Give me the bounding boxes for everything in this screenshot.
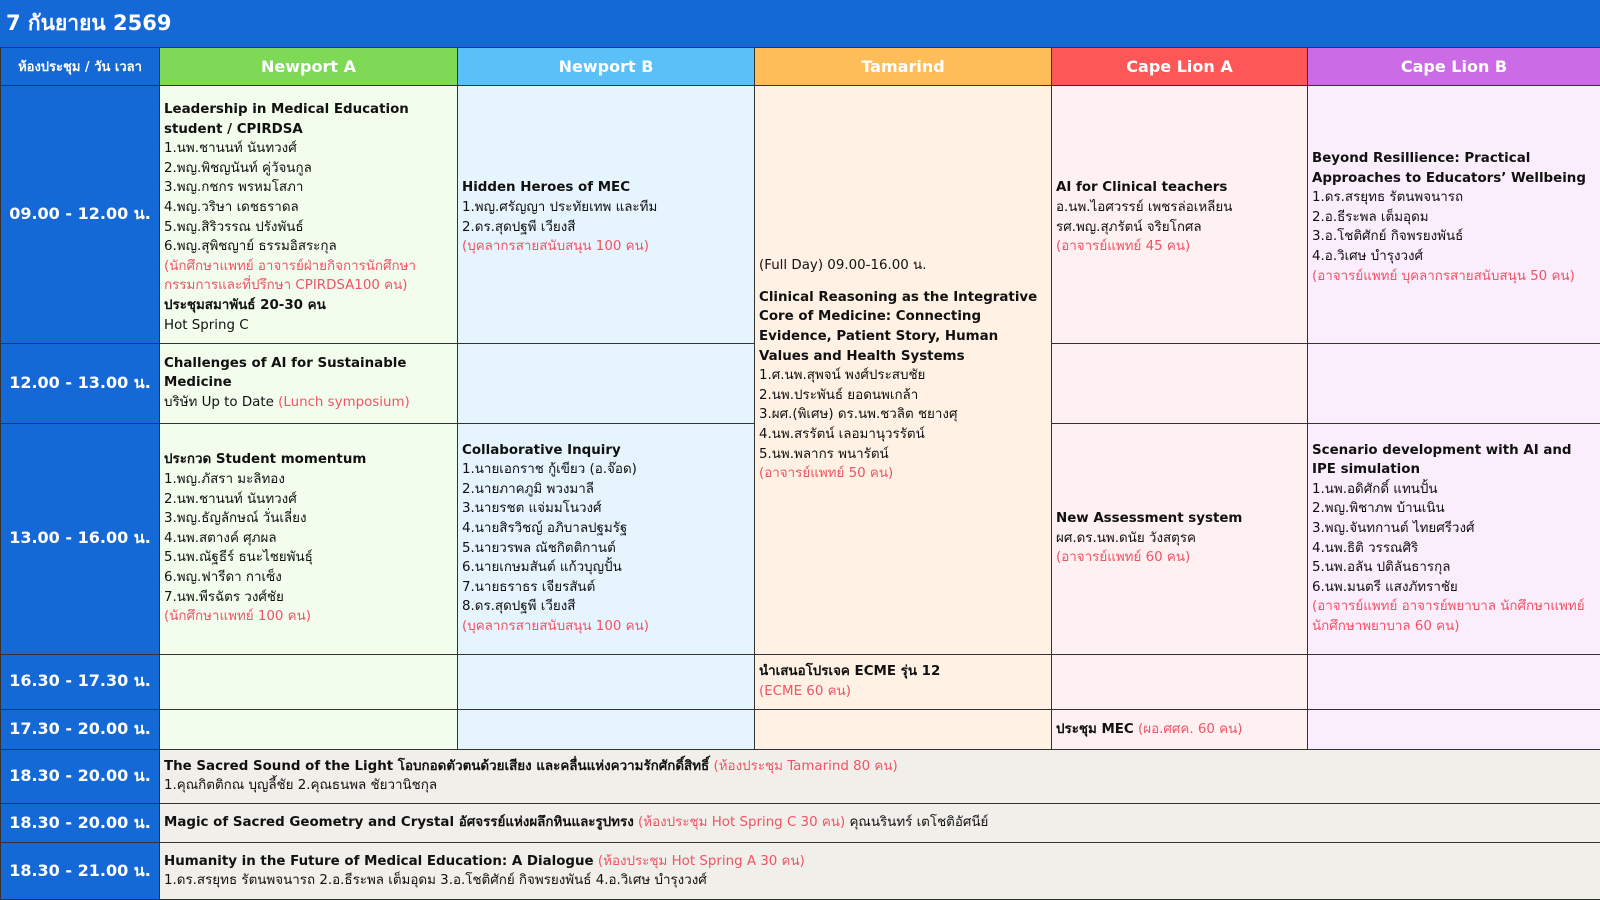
- schedule-row: [1, 710, 1600, 749]
- header-time-column: ห้องประชุม / วัน เวลา: [1, 48, 160, 86]
- speaker: 2.พญ.พิชาภพ บ้านเนิน: [1312, 501, 1445, 517]
- audience-note: (อาจารย์แพทย์ บุคลากรสายสนับสนุน 50 คน): [1312, 268, 1575, 284]
- empty-cell: [458, 343, 755, 423]
- schedule-row: [1, 804, 1600, 843]
- speaker: 1.นายเอกราช กู้เขียว (อ.จ๊อด): [462, 462, 637, 478]
- speaker: 4.นพ.สรรัตน์ เลอมานุวรรัตน์: [759, 426, 925, 442]
- session-title: นำเสนอโปรเจค ECME รุ่น 12: [759, 664, 941, 680]
- extra-session-title: ประชุมสมาพันธ์ 20-30 คน: [164, 297, 326, 313]
- session-title: Humanity in the Future of Medical Education: A Dialogue: [164, 853, 594, 869]
- empty-cell: [1052, 654, 1308, 710]
- audience-note: (อาจารย์แพทย์ 50 คน): [759, 466, 894, 482]
- evening-session-heading: [164, 852, 1596, 872]
- speaker: 6.นายเกษมสันต์ แก้วบุญปั้น: [462, 560, 622, 576]
- spacer: [759, 276, 1047, 288]
- audience-note: (Lunch symposium): [278, 394, 410, 410]
- session-title: ประชุม MEC: [1056, 721, 1134, 737]
- session-time-note: (Full Day) 09.00-16.00 น.: [759, 258, 927, 274]
- schedule-row: [1, 86, 1600, 343]
- session-cell: [1052, 423, 1308, 654]
- header-cape-lion-b: Cape Lion B: [1308, 48, 1600, 86]
- speaker: 6.พญ.ฟารีดา กาเซ็ง: [164, 569, 282, 585]
- audience-note: (อาจารย์แพทย์ อาจารย์พยาบาล นักศึกษาแพทย์ นักศึกษาพยาบาล 60 คน): [1312, 599, 1585, 634]
- speakers: 1.ดร.สรยุทธ รัตนพจนารถ 2.อ.ธีระพล เต็มอุดม 3.อ.โชติศักย์ กิจพรยงพันธ์ 4.อ.วิเศษ บำรุงวงศ์: [164, 873, 707, 889]
- speaker: 1.ดร.สรยุทธ รัตนพจนารถ: [1312, 190, 1464, 206]
- audience-note: (ECME 60 คน): [759, 683, 851, 699]
- session-cell: [1052, 86, 1308, 343]
- speaker: 8.ดร.สุดปฐพี เวียงสี: [462, 599, 576, 615]
- speaker: 3.พญ.จันทกานต์ ไทยศรีวงศ์: [1312, 520, 1475, 536]
- evening-session-cell: [160, 804, 1600, 843]
- speaker: รศ.พญ.สุภรัตน์ จริยโกศล: [1056, 219, 1202, 235]
- speaker: 1.ศ.นพ.สุพจน์ พงศ์ประสบชัย: [759, 368, 926, 384]
- session-cell: [458, 423, 755, 654]
- time-slot: 13.00 - 16.00 น.: [1, 423, 160, 654]
- speaker: 2.นพ.ชานนท์ นันทวงศ์: [164, 491, 297, 507]
- speaker: 4.พญ.วริษา เดชธราดล: [164, 199, 299, 215]
- session-location: (ห้องประชุม Tamarind 80 คน): [713, 758, 898, 774]
- time-slot: 18.30 - 21.00 น.: [1, 843, 160, 900]
- header-row: [1, 48, 1600, 86]
- session-cell: [160, 343, 458, 423]
- session-cell: [755, 654, 1052, 710]
- empty-cell: [458, 654, 755, 710]
- audience-note: (บุคลากรสายสนับสนุน 100 คน): [462, 618, 649, 634]
- session-detail: [164, 393, 453, 413]
- session-title: Magic of Sacred Geometry and Crystal อัศจรรย์แห่งผลึกหินและรูปทรง: [164, 815, 634, 831]
- audience-note: (บุคลากรสายสนับสนุน 100 คน): [462, 239, 649, 255]
- session-cell: [1308, 423, 1600, 654]
- session-cell: [160, 423, 458, 654]
- page-title: 7 กันยายน 2569: [0, 0, 1600, 47]
- session-cell-full-day: [755, 86, 1052, 654]
- empty-cell: [160, 654, 458, 710]
- session-title: The Sacred Sound of the Light โอบกอดตัวตนด้วยเสียง และคลื่นแห่งความรักศักดิ์สิทธิ์: [164, 758, 710, 774]
- speaker: 3.พญ.กชกร พรหมโสภา: [164, 180, 304, 196]
- session-title: Scenario development with AI and IPE simulation: [1312, 442, 1572, 478]
- speaker: 2.นายภาคภูมิ พวงมาลี: [462, 481, 594, 497]
- empty-cell: [160, 710, 458, 749]
- time-slot: 09.00 - 12.00 น.: [1, 86, 160, 343]
- header-tamarind: Tamarind: [755, 48, 1052, 86]
- speaker: 6.พญ.สุพิชญาย์ ธรรมอิสระกุล: [164, 239, 337, 255]
- empty-cell: [1052, 343, 1308, 423]
- speaker: 6.นพ.มนตรี แสงภัทราชัย: [1312, 579, 1458, 595]
- speaker: 2.นพ.ประพันธ์ ยอดนพเกล้า: [759, 387, 919, 403]
- speaker: 1.นพ.ชานนท์ นันทวงศ์: [164, 141, 297, 157]
- schedule-row: [1, 654, 1600, 710]
- evening-session-cell: [160, 749, 1600, 804]
- speaker: 3.อ.โชติศักย์ กิจพรยงพันธ์: [1312, 229, 1464, 245]
- schedule-row: [1, 749, 1600, 804]
- session-title: Leadership in Medical Education student / CPIRDSA: [164, 102, 409, 137]
- evening-session-heading: [164, 757, 1596, 777]
- header-newport-a: Newport A: [160, 48, 458, 86]
- speaker: 7.นพ.พีรฉัตร วงศ์ชัย: [164, 589, 284, 605]
- speaker: อ.นพ.ไอศวรรย์ เพชรล่อเหลียน: [1056, 199, 1233, 215]
- speaker: ผศ.ดร.นพ.ดนัย วังสตุรค: [1056, 530, 1197, 546]
- speakers: 1.คุณกิตติกณ บุญลี้ชัย 2.คุณธนพล ชัยวานิชกุล: [164, 778, 438, 794]
- schedule-row: [1, 843, 1600, 900]
- session-cell: [160, 86, 458, 343]
- header-newport-b: Newport B: [458, 48, 755, 86]
- session-title: AI for Clinical teachers: [1056, 180, 1228, 196]
- speaker: 7.นายธราธร เจียรสันต์: [462, 579, 596, 595]
- speaker: 3.พญ.ธัญลักษณ์ วั่นเลี่ยง: [164, 511, 307, 527]
- session-title: Clinical Reasoning as the Integrative Core of Medicine: Connecting Evidence, Patient Story, Human Values and Health Systems: [759, 289, 1038, 364]
- speaker: 5.นพ.ณัฐธีร์ ธนะไชยพันธุ์: [164, 550, 313, 566]
- speaker: 2.ดร.สุดปฐพี เวียงสี: [462, 219, 576, 235]
- speaker: 3.ผศ.(พิเศษ) ดร.นพ.ชวลิต ชยางศุ: [759, 407, 958, 423]
- time-slot: 17.30 - 20.00 น.: [1, 710, 160, 749]
- speaker: 2.พญ.พิชญนันท์ คู่วัจนกูล: [164, 160, 312, 176]
- session-title: Hidden Heroes of MEC: [462, 180, 631, 196]
- speaker: 5.นายวรพล ณัชกิตติกานต์: [462, 540, 616, 556]
- speakers: คุณนรินทร์ เตโชติอัศนีย์: [849, 815, 989, 831]
- empty-cell: [1308, 343, 1600, 423]
- session-title: New Assessment system: [1056, 511, 1243, 527]
- empty-cell: [1308, 654, 1600, 710]
- speaker: 5.นพ.พลากร พนารัตน์: [759, 446, 889, 462]
- audience-note: (อาจารย์แพทย์ 60 คน): [1056, 550, 1191, 566]
- audience-note: (นักศึกษาแพทย์ 100 คน): [164, 609, 311, 625]
- evening-session-cell: [160, 843, 1600, 900]
- audience-note: (ผอ.ศศค. 60 คน): [1138, 721, 1243, 737]
- session-title: Challenges of AI for Sustainable Medicine: [164, 355, 407, 391]
- session-cell: [458, 86, 755, 343]
- session-title: Collaborative Inquiry: [462, 442, 621, 458]
- speaker: 3.นายรชต แจ่มมโนวงศ์: [462, 501, 602, 517]
- session-title: Beyond Resillience: Practical Approaches to Educators’ Wellbeing: [1312, 150, 1586, 186]
- speaker: 4.นายสิรวิชญ์ อภิบาลปฐมรัฐ: [462, 520, 628, 536]
- schedule-table: [0, 47, 1600, 900]
- empty-cell: [458, 710, 755, 749]
- speaker: 5.นพ.อลัน ปติลันธารกุล: [1312, 560, 1451, 576]
- speaker: 5.พญ.สิริวรรณ ปรังพันธ์: [164, 219, 304, 235]
- session-cell: [1308, 86, 1600, 343]
- audience-note: (นักศึกษาแพทย์ อาจารย์ฝ่ายกิจการนักศึกษา กรรมการและที่ปรึกษา CPIRDSA100 คน): [164, 258, 416, 294]
- time-slot: 12.00 - 13.00 น.: [1, 343, 160, 423]
- speaker: 4.นพ.ธิติ วรรณศิริ: [1312, 540, 1419, 556]
- speaker: 1.พญ.ศรัญญา ประทัยเทพ และทีม: [462, 199, 658, 215]
- time-slot: 18.30 - 20.00 น.: [1, 749, 160, 804]
- empty-cell: [1308, 710, 1600, 749]
- session-cell: [1052, 710, 1308, 749]
- speaker: 1.พญ.ภัสรา มะลิทอง: [164, 472, 285, 487]
- speaker: 4.นพ.สตางค์ ศุภผล: [164, 530, 277, 546]
- speaker: 4.อ.วิเศษ บำรุงวงศ์: [1312, 248, 1424, 264]
- header-cape-lion-a: Cape Lion A: [1052, 48, 1308, 86]
- time-slot: 16.30 - 17.30 น.: [1, 654, 160, 710]
- session-location: (ห้องประชุม Hot Spring C 30 คน): [638, 815, 846, 831]
- session-title: ประกวด Student momentum: [164, 452, 367, 468]
- session-location: (ห้องประชุม Hot Spring A 30 คน): [597, 853, 805, 869]
- time-slot: 18.30 - 20.00 น.: [1, 804, 160, 843]
- empty-cell: [755, 710, 1052, 749]
- company-name: บริษัท Up to Date: [164, 394, 274, 410]
- audience-note: (อาจารย์แพทย์ 45 คน): [1056, 239, 1191, 255]
- speaker: 1.นพ.อดิศักดิ์ แทนปั้น: [1312, 481, 1438, 497]
- speaker: 2.อ.ธีระพล เต็มอุดม: [1312, 209, 1429, 225]
- extra-session-room: Hot Spring C: [164, 317, 249, 333]
